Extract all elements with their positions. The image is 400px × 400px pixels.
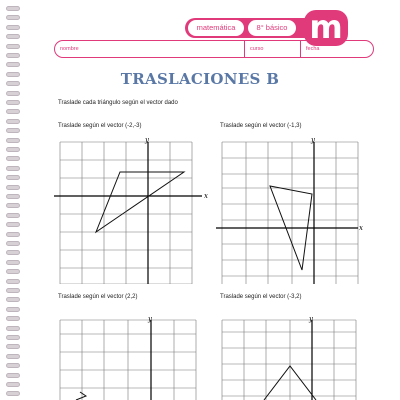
subject-tag: matemática <box>188 20 244 36</box>
grid-4 <box>222 320 356 400</box>
spiral-hole <box>6 382 20 387</box>
spiral-hole <box>6 147 20 152</box>
spiral-hole <box>6 326 20 331</box>
spiral-hole <box>6 222 20 227</box>
grade-tag: 8° básico <box>248 20 296 36</box>
spiral-hole <box>6 260 20 265</box>
grid-1 <box>60 142 192 284</box>
spiral-hole <box>6 279 20 284</box>
instruction-text: Traslade cada triángulo según el vector dado <box>58 100 178 106</box>
spiral-hole <box>6 109 20 114</box>
spiral-hole <box>6 91 20 96</box>
y-axis-label-3: y <box>148 315 152 323</box>
graph-3 <box>54 312 210 400</box>
x-axis-label-1: x <box>204 192 208 200</box>
spiral-hole <box>6 53 20 58</box>
spiral-hole <box>6 354 20 359</box>
spiral-hole <box>6 316 20 321</box>
spiral-hole <box>6 203 20 208</box>
spiral-hole <box>6 344 20 349</box>
spiral-hole <box>6 15 20 20</box>
date-field-label: fecha <box>306 46 320 52</box>
spiral-hole <box>6 156 20 161</box>
brand-logo: m <box>304 10 348 46</box>
y-axis-label-2: y <box>311 136 315 144</box>
spiral-hole <box>6 194 20 199</box>
spiral-hole <box>6 44 20 49</box>
problem-4-label: Traslade según el vector (-3,2) <box>220 294 302 300</box>
spiral-hole <box>6 25 20 30</box>
y-axis-label-1: y <box>145 136 149 144</box>
course-field-label: curso <box>250 46 264 52</box>
x-axis-label-2: x <box>359 224 363 232</box>
spiral-hole <box>6 297 20 302</box>
graph-4 <box>214 312 364 400</box>
spiral-hole <box>6 119 20 124</box>
spiral-binding <box>0 0 28 400</box>
spiral-hole <box>6 391 20 396</box>
triangle-3 <box>76 392 86 400</box>
graph-1 <box>54 136 210 284</box>
spiral-hole <box>6 250 20 255</box>
field-separator <box>244 41 245 57</box>
student-info-bar <box>54 40 374 58</box>
page-title: TRASLACIONES B <box>120 70 280 88</box>
spiral-hole <box>6 269 20 274</box>
spiral-hole <box>6 288 20 293</box>
spiral-hole <box>6 373 20 378</box>
spiral-hole <box>6 128 20 133</box>
problem-2-label: Traslade según el vector (-1,3) <box>220 123 302 129</box>
problem-3-label: Traslade según el vector (2,2) <box>58 294 138 300</box>
problem-1-label: Traslade según el vector (-2,-3) <box>58 123 142 129</box>
field-separator <box>300 41 301 57</box>
name-field-label: nombre <box>60 46 79 52</box>
spiral-hole <box>6 100 20 105</box>
spiral-hole <box>6 232 20 237</box>
spiral-hole <box>6 166 20 171</box>
spiral-hole <box>6 363 20 368</box>
spiral-hole <box>6 62 20 67</box>
spiral-hole <box>6 335 20 340</box>
spiral-hole <box>6 307 20 312</box>
spiral-hole <box>6 6 20 11</box>
spiral-hole <box>6 34 20 39</box>
grid-3 <box>60 320 196 400</box>
graph-2 <box>216 136 366 284</box>
spiral-hole <box>6 213 20 218</box>
y-axis-label-4: y <box>309 315 313 323</box>
spiral-hole <box>6 138 20 143</box>
spiral-hole <box>6 185 20 190</box>
grid-2 <box>222 142 358 284</box>
spiral-hole <box>6 241 20 246</box>
spiral-hole <box>6 175 20 180</box>
triangle-1 <box>96 172 184 232</box>
